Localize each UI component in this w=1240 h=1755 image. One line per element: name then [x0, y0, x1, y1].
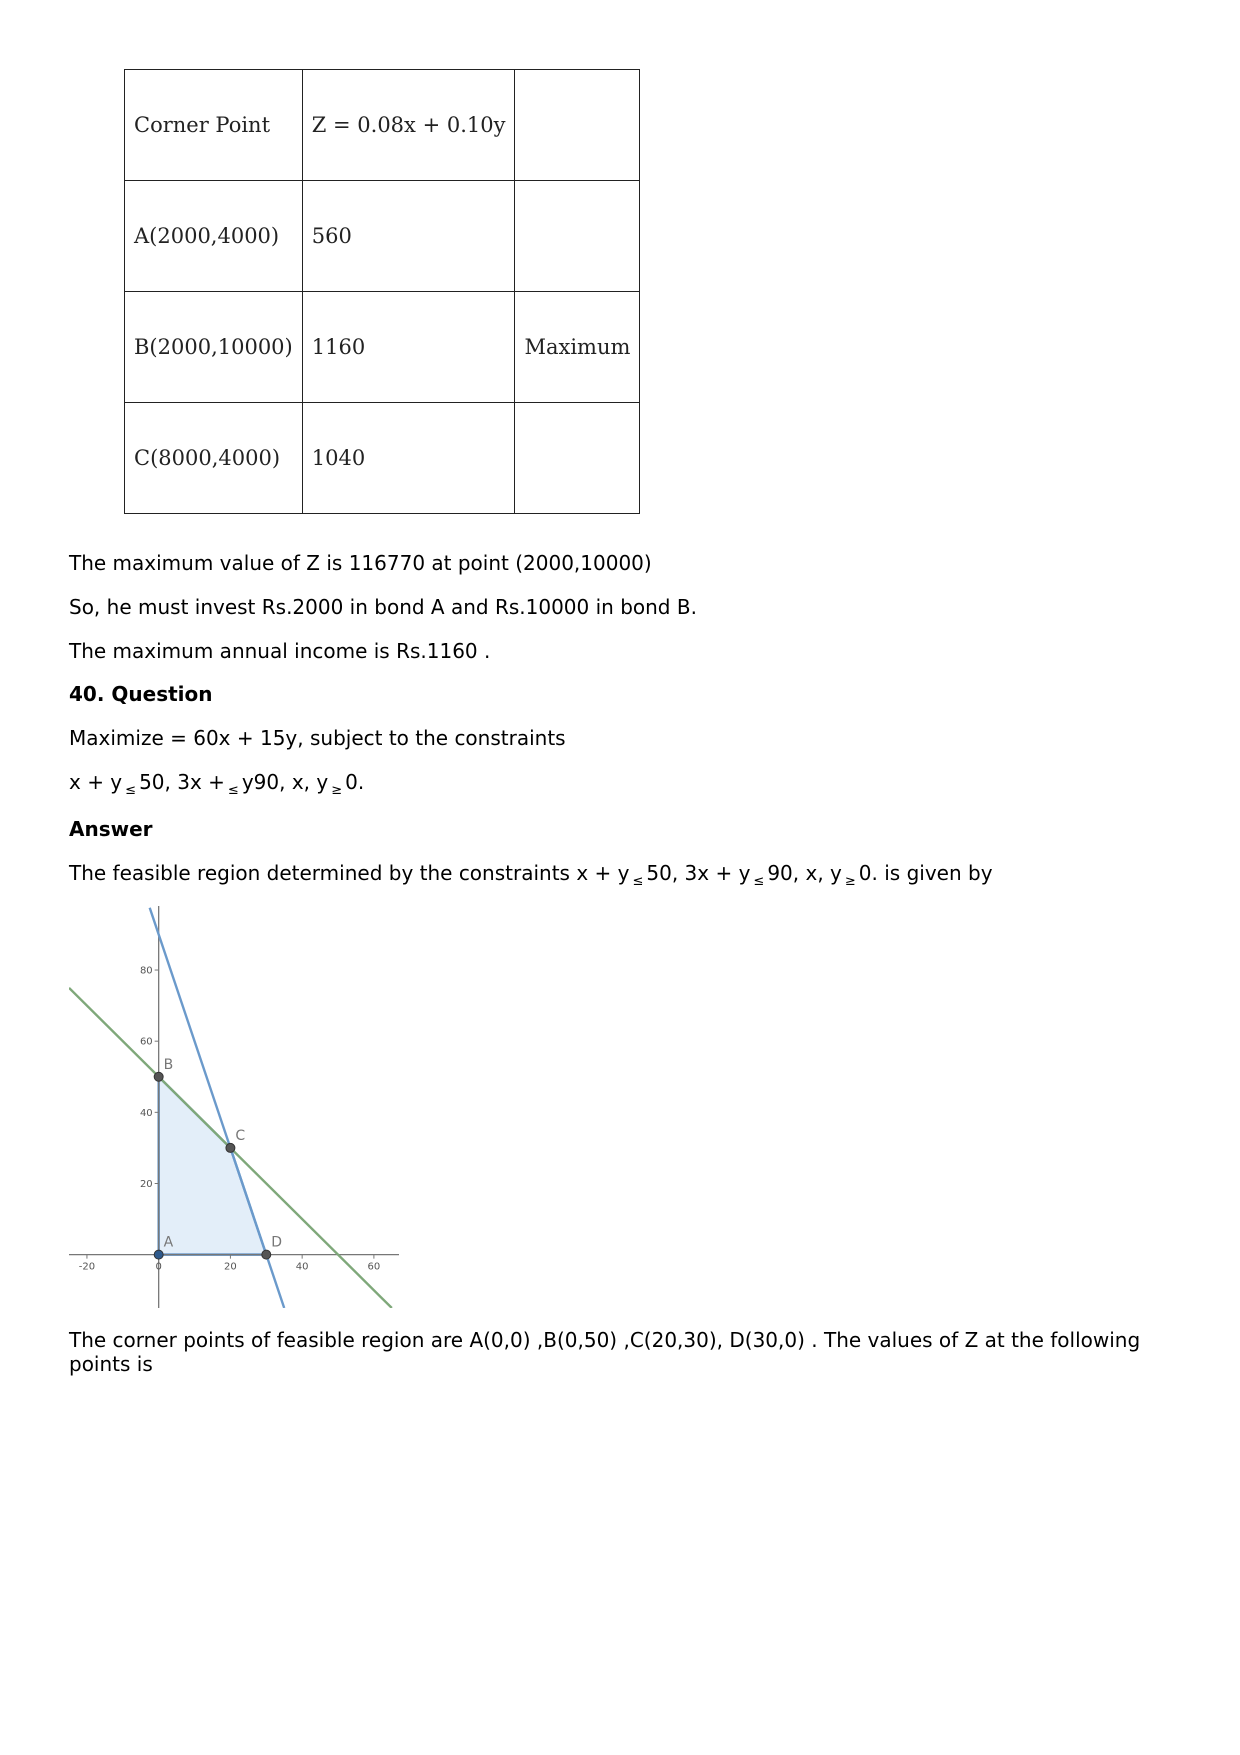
- table-cell: B(2000,10000): [125, 292, 303, 403]
- corner-point-marker: [154, 1250, 163, 1259]
- table-row: [125, 292, 640, 403]
- feasible-part: 50, 3x + y: [646, 861, 751, 885]
- corner-point-label: D: [271, 1234, 283, 1251]
- corner-point-label: C: [235, 1127, 246, 1144]
- maximize-text: Maximize = 60x + 15y, subject to the constraints: [69, 726, 566, 750]
- x-tick-label: 20: [224, 1261, 237, 1273]
- investment-text: So, he must invest Rs.2000 in bond A and Rs.10000 in bond B.: [69, 595, 697, 619]
- less-equal-symbol: ≤: [753, 874, 765, 889]
- greater-equal-symbol: ≥: [844, 874, 856, 889]
- x-tick-label: 40: [295, 1261, 309, 1273]
- table-cell: [515, 181, 640, 292]
- corner-points-text: The corner points of feasible region are A(0,0) ,B(0,50) ,C(20,30), D(30,0) . The values of Z at the following points is: [69, 1328, 1141, 1376]
- table-cell: [515, 403, 640, 514]
- corner-point-marker: [262, 1250, 271, 1259]
- y-tick-label: 80: [139, 965, 153, 977]
- greater-equal-symbol: ≥: [331, 783, 343, 798]
- table-header-cell: [515, 70, 640, 181]
- table-cell: 1160: [302, 292, 515, 403]
- corner-point-label: B: [163, 1056, 174, 1073]
- table-header-cell: Z = 0.08x + 0.10y: [302, 70, 515, 181]
- table-cell: C(8000,4000): [125, 403, 303, 514]
- less-equal-symbol: ≤: [227, 783, 239, 798]
- table-row: [125, 181, 640, 292]
- corner-point-table: [124, 69, 640, 514]
- y-tick-label: 20: [139, 1178, 153, 1190]
- x-tick-label: 60: [367, 1261, 381, 1273]
- feasible-region-text: [69, 861, 993, 889]
- table-header-cell: Corner Point: [125, 70, 303, 181]
- feasible-region: [159, 1077, 267, 1255]
- constraints-part: 50, 3x +: [139, 770, 225, 794]
- corner-point-marker: [226, 1143, 235, 1152]
- corner-point-label: A: [163, 1234, 174, 1251]
- x-tick-label: -20: [78, 1261, 96, 1273]
- constraints-part: x + y: [69, 770, 123, 794]
- feasible-part: 90, x, y: [767, 861, 842, 885]
- max-value-text: The maximum value of Z is 116770 at point (2000,10000): [69, 551, 652, 575]
- y-tick-label: 40: [139, 1107, 153, 1119]
- constraints-text: [69, 770, 364, 798]
- constraints-part: 0.: [345, 770, 365, 794]
- less-equal-symbol: ≤: [125, 783, 137, 798]
- less-equal-symbol: ≤: [632, 874, 644, 889]
- table-row: [125, 403, 640, 514]
- corner-point-marker: [154, 1072, 163, 1081]
- table-cell: 1040: [302, 403, 515, 514]
- table-cell: A(2000,4000): [125, 181, 303, 292]
- y-tick-label: 60: [139, 1036, 153, 1048]
- table-header-row: [125, 70, 640, 181]
- question-heading: 40. Question: [69, 682, 213, 706]
- x-tick-label: 0: [155, 1261, 162, 1273]
- income-text: The maximum annual income is Rs.1160 .: [69, 639, 491, 663]
- feasible-part: The feasible region determined by the constraints x + y: [69, 861, 630, 885]
- table-cell: Maximum: [515, 292, 640, 403]
- feasible-region-graph: [69, 906, 399, 1308]
- answer-heading: Answer: [69, 817, 153, 841]
- feasible-part: 0. is given by: [858, 861, 993, 885]
- table-cell: 560: [302, 181, 515, 292]
- constraints-part: y90, x, y: [241, 770, 329, 794]
